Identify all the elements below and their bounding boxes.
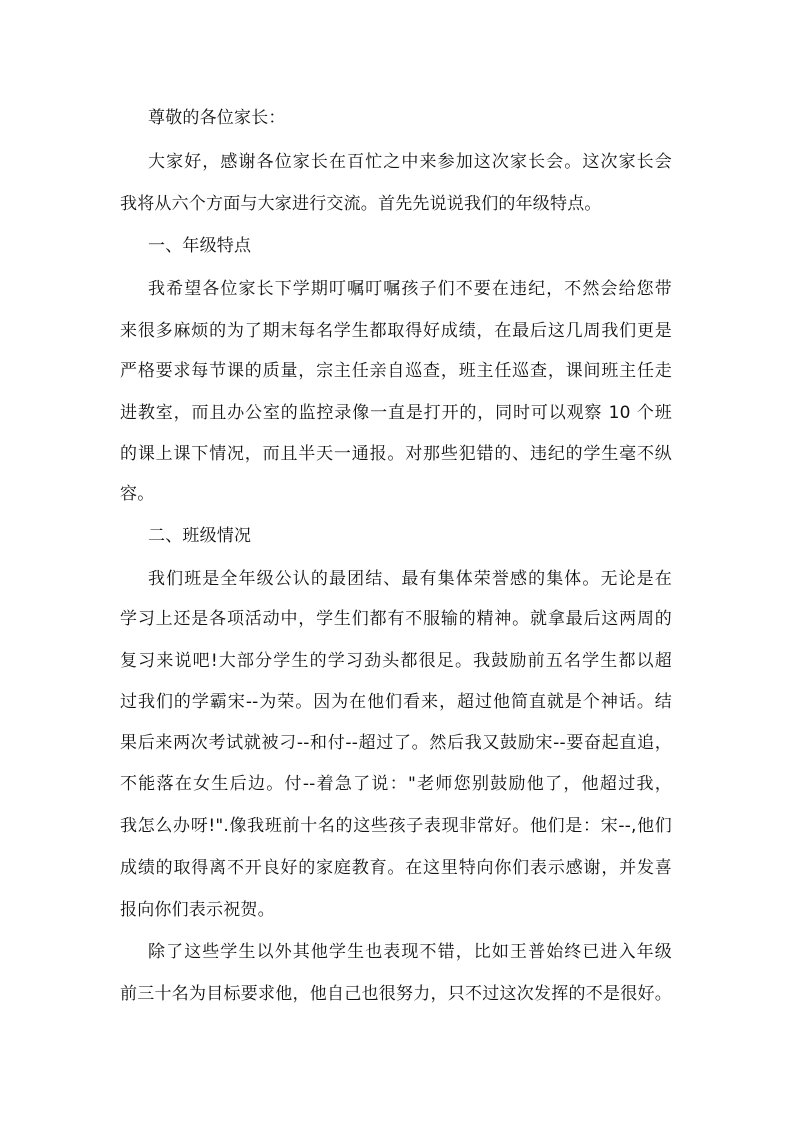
paragraph-line: 报向你们表示祝贺。 bbox=[120, 900, 275, 920]
paragraph-line: 大家好，感谢各位家长在百忙之中来参加这次家长会。这次家长会 bbox=[148, 152, 672, 172]
paragraph-line: 复习来说吧!大部分学生的学习劲头都很足。我鼓励前五名学生都以超 bbox=[120, 651, 672, 671]
salutation: 尊敬的各位家长： bbox=[148, 108, 286, 128]
paragraph-line: 我怎么办呀!".像我班前十名的这些孩子表现非常好。他们是：宋--,他们 bbox=[120, 816, 672, 836]
paragraph-line: 的课上课下情况，而且半天一通报。对那些犯错的、违纪的学生毫不纵 bbox=[120, 444, 672, 464]
paragraph-line: 我将从六个方面与大家进行交流。首先先说说我们的年级特点。 bbox=[120, 194, 602, 214]
paragraph-line: 进教室，而且办公室的监控录像一直是打开的，同时可以观察 10 个班 bbox=[120, 403, 672, 423]
paragraph-line: 成绩的取得离不开良好的家庭教育。在这里特向你们表示感谢，并发喜 bbox=[120, 858, 672, 878]
paragraph-line: 学习上还是各项活动中，学生们都有不服输的精神。就拿最后这两周的 bbox=[120, 609, 672, 629]
paragraph-line: 容。 bbox=[120, 484, 155, 504]
section-heading-1: 一、年级特点 bbox=[148, 236, 252, 256]
paragraph-line: 过我们的学霸宋--为荣。因为在他们看来，超过他简直就是个神话。结 bbox=[120, 692, 672, 712]
paragraph-line: 来很多麻烦的为了期末每名学生都取得好成绩，在最后这几周我们更是 bbox=[120, 321, 672, 341]
paragraph-line: 我们班是全年级公认的最团结、最有集体荣誉感的集体。无论是在 bbox=[148, 569, 672, 589]
paragraph-line: 严格要求每节课的质量，宗主任亲自巡查，班主任巡查，课间班主任走 bbox=[120, 361, 672, 381]
paragraph-line: 我希望各位家长下学期叮嘱叮嘱孩子们不要在违纪，不然会给您带 bbox=[148, 279, 672, 299]
paragraph-line: 前三十名为目标要求他，他自己也很努力，只不过这次发挥的不是很好。 bbox=[120, 984, 672, 1004]
paragraph-line: 不能落在女生后边。付--着急了说："老师您别鼓励他了，他超过我， bbox=[120, 774, 672, 794]
paragraph-line: 果后来两次考试就被刁--和付--超过了。然后我又鼓励宋--要奋起直追， bbox=[120, 733, 672, 753]
section-heading-2: 二、班级情况 bbox=[148, 526, 252, 546]
paragraph-line: 除了这些学生以外其他学生也表现不错，比如王普始终已进入年级 bbox=[148, 942, 672, 962]
